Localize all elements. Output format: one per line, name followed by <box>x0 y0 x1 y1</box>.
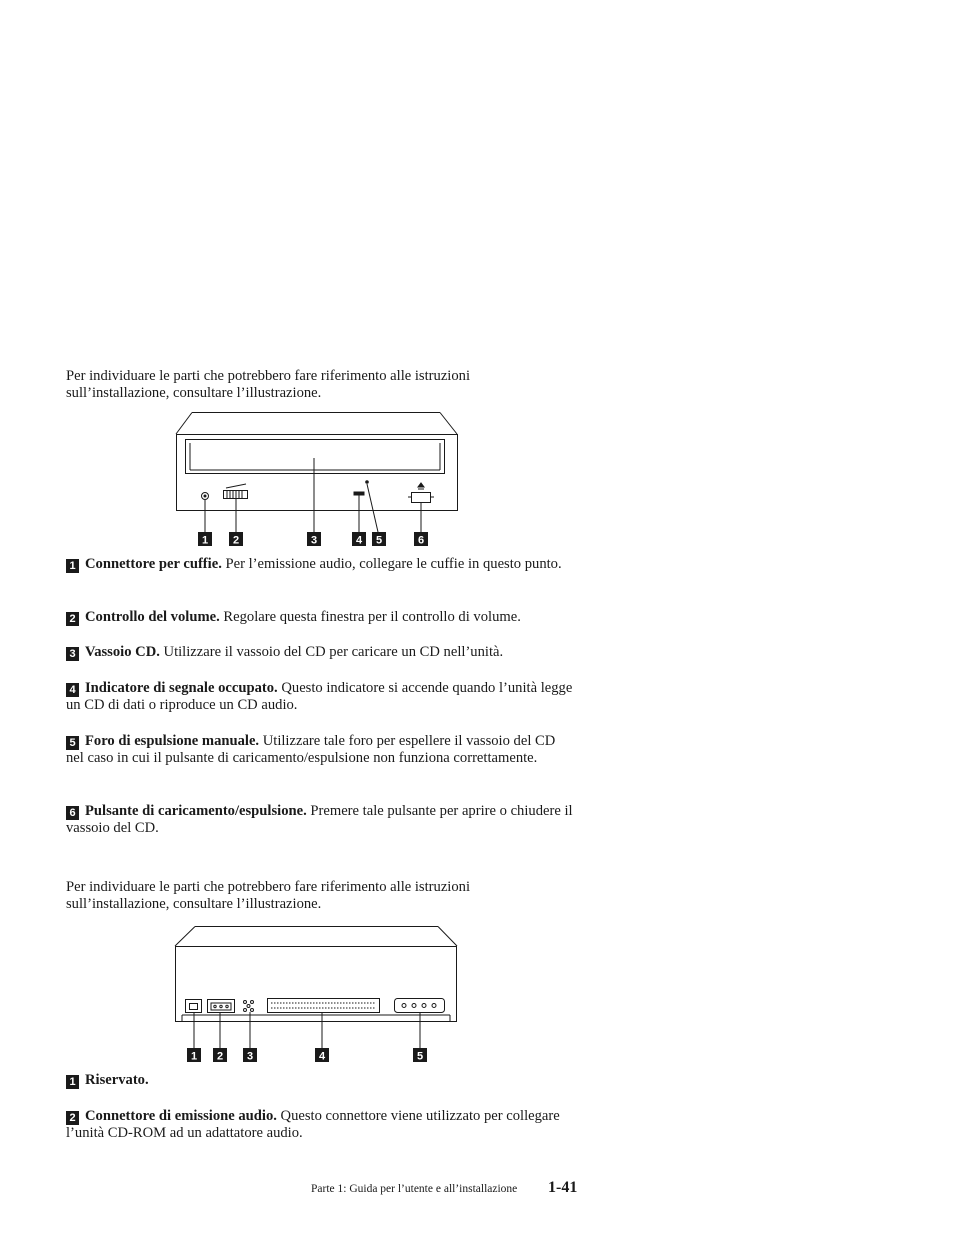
front-item-3-number: 3 <box>66 647 79 661</box>
rear-intro-line1: Per individuare le parti che potrebbero fare riferimento alle istruzioni <box>66 879 471 895</box>
front-item-4 <box>66 680 576 714</box>
front-item-2-text: Regolare questa finestra per il controllo di volume. <box>219 609 521 625</box>
front-callout-3-label: 3 <box>310 534 318 547</box>
rear-callout-3-label: 3 <box>246 1050 254 1063</box>
cdrom-front-panel-figure <box>170 412 466 552</box>
front-item-3-text: Utilizzare il vassoio del CD per caricare un CD nell’unità. <box>159 644 504 660</box>
rear-callout-2-label: 2 <box>216 1050 224 1063</box>
front-item-5-text: Utilizzare tale foro per espellere il vassoio del CD nel caso in cui il pulsante di caricamento/espulsione non funziona correttamente. <box>66 733 556 766</box>
front-item-4-number: 4 <box>66 683 79 697</box>
front-callouts <box>198 532 428 547</box>
front-item-1-text: Per l’emissione audio, collegare le cuffie in questo punto. <box>221 556 562 572</box>
front-callout-1-label: 1 <box>201 534 209 547</box>
cdrom-rear-panel-figure <box>170 924 466 1066</box>
rear-callout-4-label: 4 <box>318 1050 326 1063</box>
rear-item-2-number: 2 <box>66 1111 79 1125</box>
front-intro-line2: sull’installazione, consultare l’illustrazione. <box>66 385 322 401</box>
front-callout-6-label: 6 <box>417 534 425 547</box>
front-item-2 <box>66 609 576 626</box>
front-item-1-number: 1 <box>66 559 79 573</box>
rear-item-1 <box>66 1072 576 1089</box>
front-item-4-text: Questo indicatore si accende quando l’unità legge un CD di dati o riproduce un CD audio. <box>66 680 573 713</box>
rear-item-2-text: Questo connettore viene utilizzato per collegare l’unità CD-ROM ad un adattatore audio. <box>66 1108 560 1141</box>
front-item-6 <box>66 803 576 837</box>
rear-callout-1-label: 1 <box>190 1050 198 1063</box>
front-item-5 <box>66 733 576 767</box>
front-item-3 <box>66 644 576 661</box>
front-item-6-title: Pulsante di caricamento/espulsione. <box>85 803 307 819</box>
front-intro <box>66 368 576 402</box>
rear-intro-line2: sull’installazione, consultare l’illustrazione. <box>66 896 322 912</box>
front-item-1 <box>66 556 576 573</box>
front-item-4-title: Indicatore di segnale occupato. <box>85 680 278 696</box>
front-intro-line1: Per individuare le parti che potrebbero fare riferimento alle istruzioni <box>66 368 471 384</box>
front-item-6-number: 6 <box>66 806 79 820</box>
front-callout-2-label: 2 <box>232 534 240 547</box>
front-item-6-text: Premere tale pulsante per aprire o chiudere il vassoio del CD. <box>66 803 573 836</box>
rear-item-1-number: 1 <box>66 1075 79 1089</box>
front-item-5-title: Foro di espulsione manuale. <box>85 733 260 749</box>
front-item-5-number: 5 <box>66 736 79 750</box>
front-item-3-title: Vassoio CD. <box>85 644 160 660</box>
rear-intro <box>66 879 576 913</box>
front-callout-5-label: 5 <box>375 534 383 547</box>
rear-item-2-title: Connettore di emissione audio. <box>85 1108 277 1124</box>
footer-section-title: Parte 1: Guida per l’utente e all’installazione <box>311 1183 518 1195</box>
rear-item-2 <box>66 1108 576 1142</box>
rear-callouts <box>187 1048 427 1063</box>
page-number: 1-41 <box>548 1179 578 1196</box>
rear-item-1-title: Riservato. <box>85 1072 149 1088</box>
front-item-2-title: Controllo del volume. <box>85 609 220 625</box>
rear-callout-5-label: 5 <box>416 1050 424 1063</box>
front-item-2-number: 2 <box>66 612 79 626</box>
front-callout-4-label: 4 <box>355 534 363 547</box>
front-item-1-title: Connettore per cuffie. <box>85 556 222 572</box>
